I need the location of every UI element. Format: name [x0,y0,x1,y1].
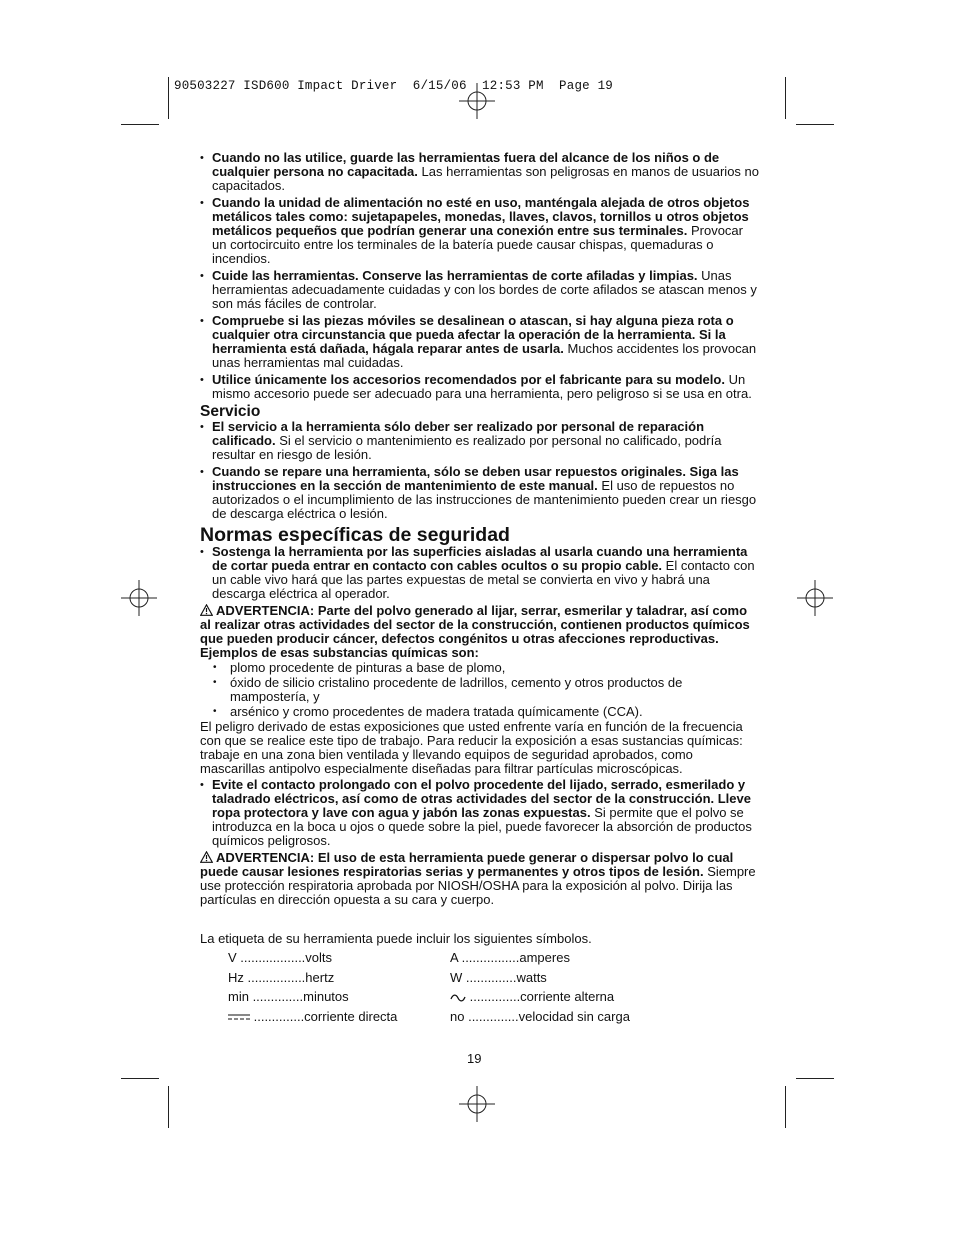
section-heading-normas: Normas específicas de seguridad [200,524,510,546]
list-item: • Cuando se repare una herramienta, sólo se deben usar repuestos originales. Siga las instrucciones en la sección de mantenimiento de este manual. El uso de repuestos no autorizados o el incumplimiento de las instrucciones de mantenimiento pueden crear un riesgo de descarga eléctrica o lesión. [200,465,760,521]
crop-mark [121,1078,159,1079]
crop-mark [168,77,169,119]
list-item: • Evite el contacto prolongado con el polvo procedente del lijado, serrado, esmerilado y taladrado eléctricos, así como de otras actividades del sector de la construcción. Lleve ropa protectora y lave con agua y jabón las zonas expuestas. Si permite que el polvo se introduzca en la boca u ojos o quede sobre la piel, puede favorecer la absorción de productos químicos peligrosos. [200,778,760,848]
crop-mark [785,77,786,119]
page-number: 19 [467,1051,482,1066]
crop-mark [785,1086,786,1128]
symbol-row: A ................amperes [450,950,570,965]
crop-mark [796,1078,834,1079]
warning-triangle-icon [200,851,213,863]
symbol-row: no ..............velocidad sin carga [450,1009,630,1024]
section-heading-servicio: Servicio [200,403,261,420]
warning-block: ADVERTENCIA: Parte del polvo generado al lijar, serrar, esmerilar y taladrar, así como al realizar otras actividades del sector de la construcción, contienen productos químicos que pueden producir cáncer, defectos congénitos u otras afecciones reproductivas. Ejemplos de esas substancias químicas son: [200,603,750,660]
symbol-row: W ..............watts [450,970,547,985]
warning-block: ADVERTENCIA: El uso de esta herramienta puede generar o dispersar polvo lo cual puede causar lesiones respiratorias serias y permanentes y otros tipos de lesión. Siempre use protección respiratoria aprobada por NIOSH/OSHA para la exposición al polvo. Dirija las partículas en dirección opuesta a su cara y cuerpo. [200,850,756,907]
list-item: • Compruebe si las piezas móviles se desalinean o atascan, si hay alguna pieza rota o cualquier otra circunstancia que pueda afectar la operación de la herramienta. Si la herramienta está dañada, hágala reparar antes de usarla. Muchos accidentes los provocan unas herramientas mal cuidadas. [200,314,760,370]
alternating-current-icon [450,993,466,1003]
paragraph: El peligro derivado de estas exposiciones que usted enfrente varía en función de la frecuencia con que se realice este tipo de trabajo. Para reducir la exposición a esas sustancias químicas: trabaje en una zona bien ventilada y llevando equipos de seguridad aprobados, como mascarillas antipolvo especialmente diseñadas para filtrar partículas microscópicas. [200,719,743,776]
list-item: • plomo procedente de pinturas a base de plomo, [200,661,760,675]
crop-mark [168,1086,169,1128]
symbols-table [200,951,760,1037]
list-item: • óxido de silicio cristalino procedente de ladrillos, cemento y otros productos de mampostería, y [200,676,760,704]
list-item: • Cuide las herramientas. Conserve las herramientas de corte afiladas y limpias. Unas herramientas adecuadamente cuidadas y con los bordes de corte afilados se atascan menos y son más fáciles de controlar. [200,269,760,311]
symbol-row: Hz ................hertz [228,970,335,985]
symbol-row: V ..................volts [228,950,333,965]
symbols-intro: La etiqueta de su herramienta puede incluir los siguientes símbolos. [200,931,592,946]
registration-mark-icon [797,580,833,616]
list-item: • arsénico y cromo procedentes de madera tratada químicamente (CCA). [200,705,760,719]
list-item: • Sostenga la herramienta por las superficies aisladas al usarla cuando una herramienta de cortar pueda entrar en contacto con cables ocultos o su propio cable. El contacto con un cable vivo hará que las partes expuestas de metal se convierta en vivo y habrá una descarga eléctrica al operador. [200,545,760,601]
symbol-row: ..............corriente directa [228,1010,397,1024]
registration-mark-icon [459,83,495,119]
crop-mark [121,124,159,125]
list-item: • El servicio a la herramienta sólo deber ser realizado por personal de reparación calificado. Si el servicio o mantenimiento es realizado por personal no calificado, podría resultar en riesgo de lesión. [200,420,760,462]
direct-current-icon [228,1013,250,1023]
warning-triangle-icon [200,604,213,616]
crop-mark [796,124,834,125]
registration-mark-icon [121,580,157,616]
symbol-row: min ..............minutos [228,989,349,1004]
list-item: • Utilice únicamente los accesorios recomendados por el fabricante para su modelo. Un mismo accesorio puede ser adecuado para una herramienta, pero peligroso si se usa en otra. [200,373,760,401]
page-content [200,151,760,1037]
list-item: • Cuando no las utilice, guarde las herramientas fuera del alcance de los niños o de cualquier persona no capacitada. Las herramientas son peligrosas en manos de usuarios no capacitados. [200,151,760,193]
list-item: • Cuando la unidad de alimentación no esté en uso, manténgala alejada de otros objetos metálicos tales como: sujetapapeles, monedas, llaves, clavos, tornillos u otros objetos metálicos pequeños que podrían generar una conexión entre sus terminales. Provocar un cortocircuito entre los terminales de la batería puede causar chispas, quemaduras o incendios. [200,196,760,266]
registration-mark-icon [459,1086,495,1122]
symbol-row: ..............corriente alterna [450,990,614,1004]
print-slug: 90503227 ISD600 Impact Driver 6/15/06 12:53 PM Page 19 [174,79,613,93]
